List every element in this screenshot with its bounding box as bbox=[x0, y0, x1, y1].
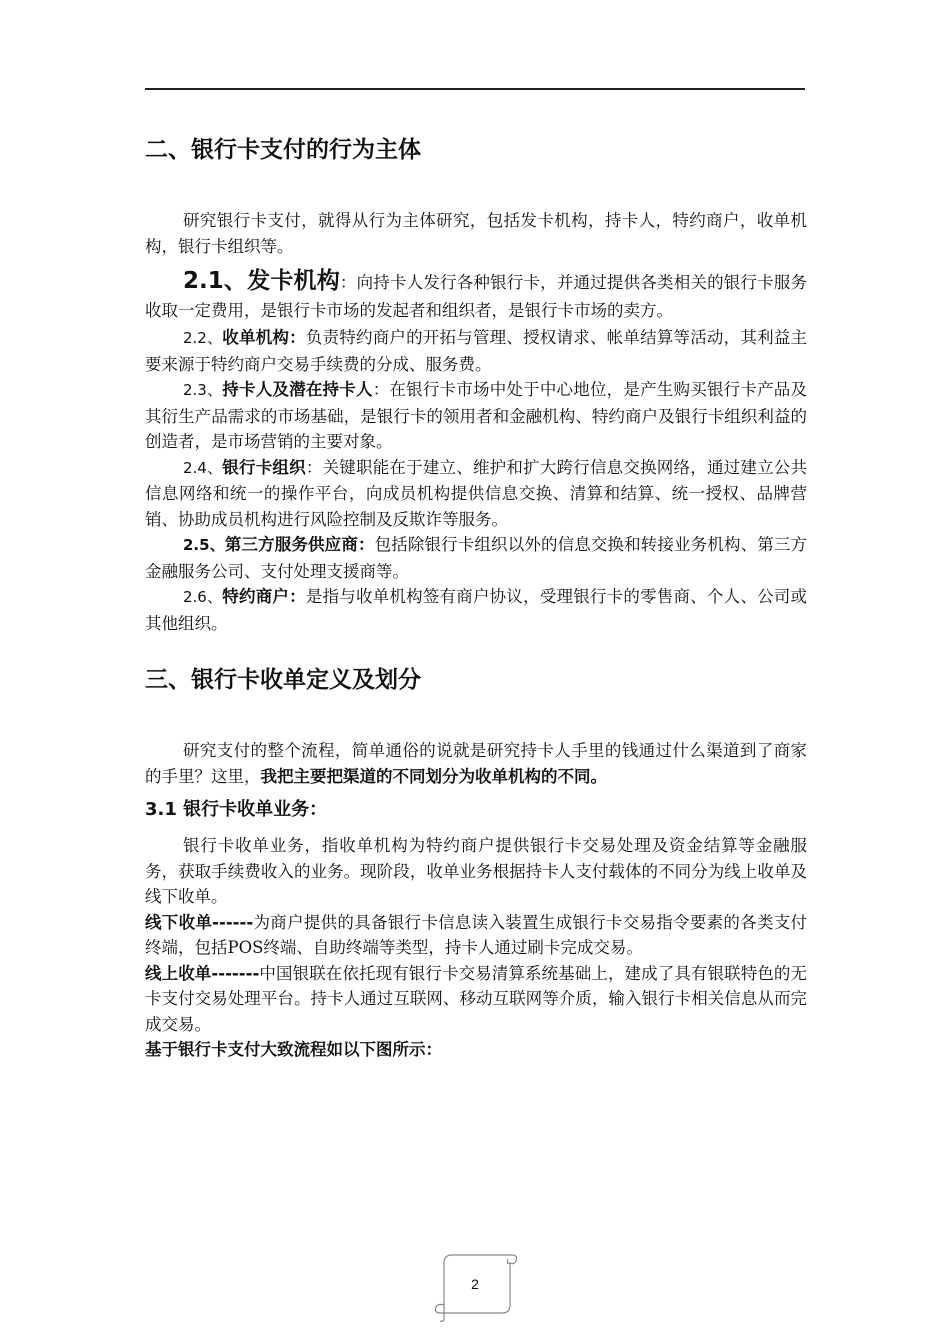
section-heading-3: 三、银行卡收单定义及划分 bbox=[145, 667, 421, 693]
page-number: 2 bbox=[471, 1276, 479, 1292]
flow-caption: 基于银行卡支付大致流程如以下图所示： bbox=[145, 1040, 442, 1059]
section-3-1-body: 银行卡收单业务，指收单机构为特约商户提供银行卡交易处理及资金结算等金融服务，获取手续费收入的业务。现阶段，收单业务根据持卡人支付载体的不同分为线上收单及线下收单。 bbox=[145, 836, 807, 906]
item-2-3: 2.3、持卡人及潜在持卡人：在银行卡市场中处于中心地位，是产生购买银行卡产品及其衍生产品需求的市场基础，是银行卡的领用者和金融机构、特约商户及银行卡组织利益的创造者，是市场营销的主要对象。 bbox=[145, 380, 808, 451]
section-heading-2: 二、银行卡支付的行为主体 bbox=[145, 137, 421, 163]
section-2-intro: 研究银行卡支付，就得从行为主体研究，包括发卡机构，持卡人，特约商户，收单机构，银行卡组织等。 bbox=[145, 211, 807, 256]
item-2-1: 2.1、发卡机构：向持卡人发行各种银行卡，并通过提供各类相关的银行卡服务收取一定费用，是银行卡市场的发起者和组织者，是银行卡市场的卖方。 bbox=[145, 268, 808, 320]
subheading-3-1: 3.1 银行卡收单业务： bbox=[145, 799, 328, 820]
header-rule bbox=[145, 88, 805, 90]
item-2-5: 2.5、第三方服务供应商：包括除银行卡组织以外的信息交换和转接业务机构、第三方金融服务公司、支付处理支援商等。 bbox=[145, 535, 808, 581]
document-body bbox=[145, 130, 807, 1063]
section-3-intro: 研究支付的整个流程，简单通俗的说就是研究持卡人手里的钱通过什么渠道到了商家的手里？这里，我把主要把渠道的不同划分为收单机构的不同。 bbox=[145, 741, 807, 786]
online-acquiring: 线上收单-------中国银联在依托现有银行卡交易清算系统基础上，建成了具有银联特色的无卡支付交易处理平台。持卡人通过互联网、移动互联网等介质，输入银行卡相关信息从而完成交易。 bbox=[145, 963, 808, 1034]
item-2-4: 2.4、银行卡组织：关键职能在于建立、维护和扩大跨行信息交换网络，通过建立公共信息网络和统一的操作平台，向成员机构提供信息交换、清算和结算、统一授权、品牌营销、协助成员机构进行风险控制及反欺诈等服务。 bbox=[145, 457, 808, 529]
item-2-2: 2.2、收单机构：负责特约商户的开拓与管理、授权请求、帐单结算等活动，其利益主要来源于特约商户交易手续费的分成、服务费。 bbox=[145, 328, 807, 374]
item-2-6: 2.6、特约商户：是指与收单机构签有商户协议，受理银行卡的零售商、个人、公司或其他组织。 bbox=[145, 587, 807, 633]
offline-acquiring: 线下收单------为商户提供的具备银行卡信息读入装置生成银行卡交易指令要素的各类支付终端，包括POS终端、自助终端等类型，持卡人通过刷卡完成交易。 bbox=[145, 912, 807, 957]
